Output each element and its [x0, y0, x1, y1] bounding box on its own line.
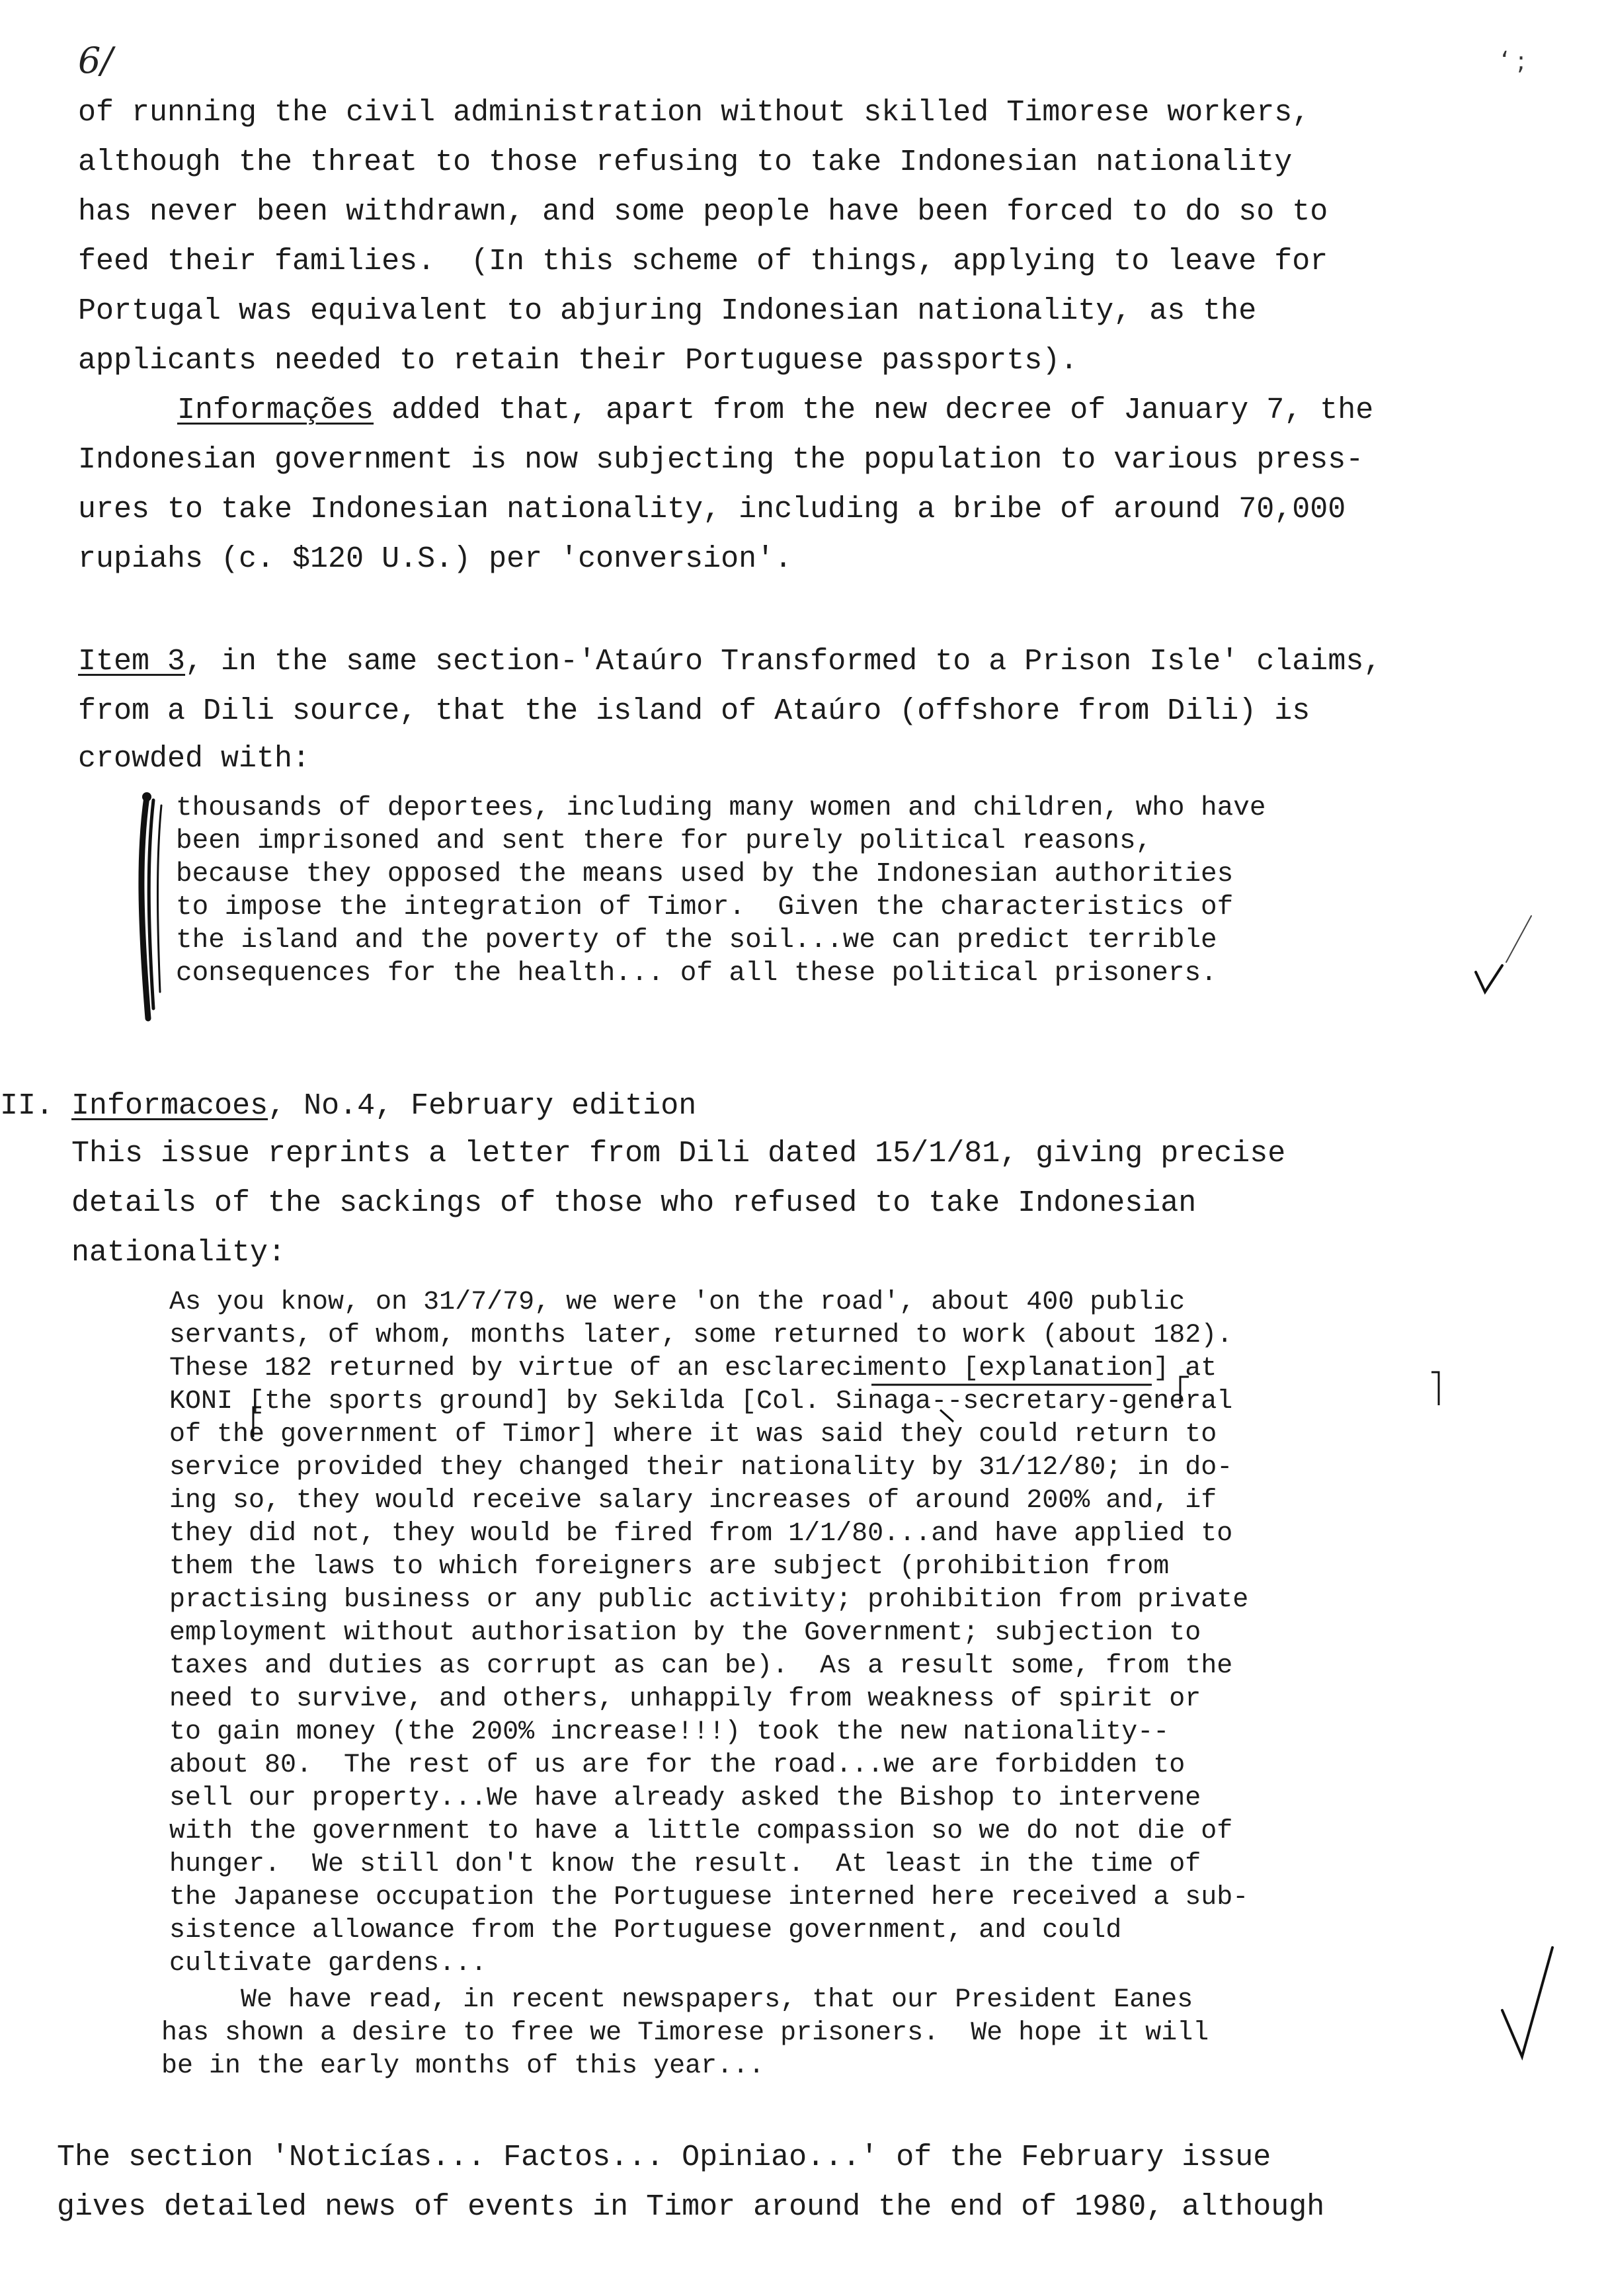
section-numeral: II.: [0, 1089, 54, 1123]
text-line: [78, 647, 1381, 676]
text-line: gives detailed news of events in Timor around the end of 1980, although: [57, 2190, 1325, 2224]
quote-line: because they opposed the means used by the Indonesian authorities: [176, 859, 1234, 889]
quote-line: ing so, they would receive salary increases of around 200% and, if: [169, 1486, 1217, 1516]
quote-line: to gain money (the 200% increase!!!) took the new nationality--: [169, 1717, 1170, 1747]
quote-line: the Japanese occupation the Portuguese interned here received a sub-: [169, 1883, 1249, 1912]
quote-line: KONI [the sports ground] by Sekilda [Col. Sinaga--secretary-general: [169, 1387, 1233, 1416]
text-line: details of the sackings of those who refused to take Indonesian: [71, 1186, 1197, 1220]
text-line: feed their families. (In this scheme of things, applying to leave for: [78, 245, 1328, 278]
quote-line: need to survive, and others, unhappily from weakness of spirit or: [169, 1684, 1201, 1714]
text-line: Portugal was equivalent to abjuring Indonesian nationality, as the: [78, 294, 1257, 328]
text-line: of running the civil administration without skilled Timorese workers,: [78, 96, 1310, 130]
text-line: although the threat to those refusing to take Indonesian nationality: [78, 145, 1293, 179]
quote-line: with the government to have a little compassion so we do not die of: [169, 1817, 1233, 1846]
underlined-item-label: Item 3: [78, 645, 186, 678]
quote-line: service provided they changed their nationality by 31/12/80; in do-: [169, 1453, 1233, 1483]
quote-line: be in the early months of this year...: [161, 2051, 765, 2081]
text-line: crowded with:: [78, 742, 311, 776]
quote-line: hunger. We still don't know the result. At least in the time of: [169, 1850, 1201, 1879]
quote-line: These 182 returned by virtue of an esclarecimento [explanation] at: [169, 1354, 1217, 1383]
text-line: ures to take Indonesian nationality, including a bribe of around 70,000: [78, 493, 1346, 526]
section-title-rest: , No.4, February edition: [268, 1089, 697, 1123]
underlined-title: Informações: [177, 393, 374, 427]
page-number: 6/: [78, 40, 113, 81]
text-line: The section 'Noticías... Factos... Opiniao...' of the February issue: [57, 2141, 1271, 2174]
quote-line: thousands of deportees, including many women and children, who have: [176, 793, 1266, 823]
quote-line: cultivate gardens...: [169, 1949, 487, 1979]
text-line: nationality:: [71, 1236, 286, 1270]
quote-line: of the government of Timor] where it was said they could return to: [169, 1420, 1217, 1450]
text-line: applicants needed to retain their Portuguese passports).: [78, 344, 1078, 378]
quote-line: sell our property...We have already asked the Bishop to intervene: [169, 1784, 1201, 1813]
quote-line: We have read, in recent newspapers, that our President Eanes: [161, 1985, 1193, 2015]
quote-line: the island and the poverty of the soil...we can predict terrible: [176, 925, 1217, 956]
section-heading: [0, 1089, 696, 1123]
quote-line: to impose the integration of Timor. Given the characteristics of: [176, 892, 1234, 922]
quote-line: consequences for the health... of all these political prisoners.: [176, 958, 1217, 989]
quote-line: taxes and duties as corrupt as can be). As a result some, from the: [169, 1651, 1233, 1681]
text-run: , in the same section-'Ataúro Transformed to a Prison Isle' claims,: [185, 645, 1382, 678]
text-line: Indonesian government is now subjecting the population to various press-: [78, 443, 1364, 477]
section-title-underlined: Informacoes: [71, 1089, 268, 1123]
quote-line: been imprisoned and sent there for purely political reasons,: [176, 826, 1152, 856]
quote-line: practising business or any public activity; prohibition from private: [169, 1585, 1249, 1615]
quote-line: about 80. The rest of us are for the road...we are forbidden to: [169, 1750, 1186, 1780]
quote-line: sistence allowance from the Portuguese government, and could: [169, 1916, 1122, 1946]
large-check-mark: [1502, 1948, 1552, 2057]
text-line: has never been withdrawn, and some people have been forced to do so to: [78, 195, 1328, 229]
quote-line: employment without authorisation by the Government; subjection to: [169, 1618, 1201, 1648]
text-line: [177, 395, 1373, 425]
text-line: This issue reprints a letter from Dili dated 15/1/81, giving precise: [71, 1137, 1286, 1170]
text-line: from a Dili source, that the island of Ataúro (offshore from Dili) is: [78, 694, 1310, 728]
quote-line: them the laws to which foreigners are subject (prohibition from: [169, 1552, 1170, 1582]
quote-line: they did not, they would be fired from 1/1/80...and have applied to: [169, 1519, 1233, 1549]
quote-line: As you know, on 31/7/79, we were 'on the road', about 400 public: [169, 1288, 1186, 1317]
margin-bracket-mark: [141, 797, 148, 1018]
margin-mark: ‘ ;: [1501, 46, 1525, 75]
check-mark: [1476, 965, 1502, 992]
text-run: added that, apart from the new decree of January 7, the: [374, 393, 1374, 427]
quote-line: has shown a desire to free we Timorese prisoners. We hope it will: [161, 2018, 1209, 2048]
text-line: rupiahs (c. $120 U.S.) per 'conversion'.: [78, 542, 793, 576]
quote-line: servants, of whom, months later, some returned to work (about 182).: [169, 1321, 1233, 1350]
